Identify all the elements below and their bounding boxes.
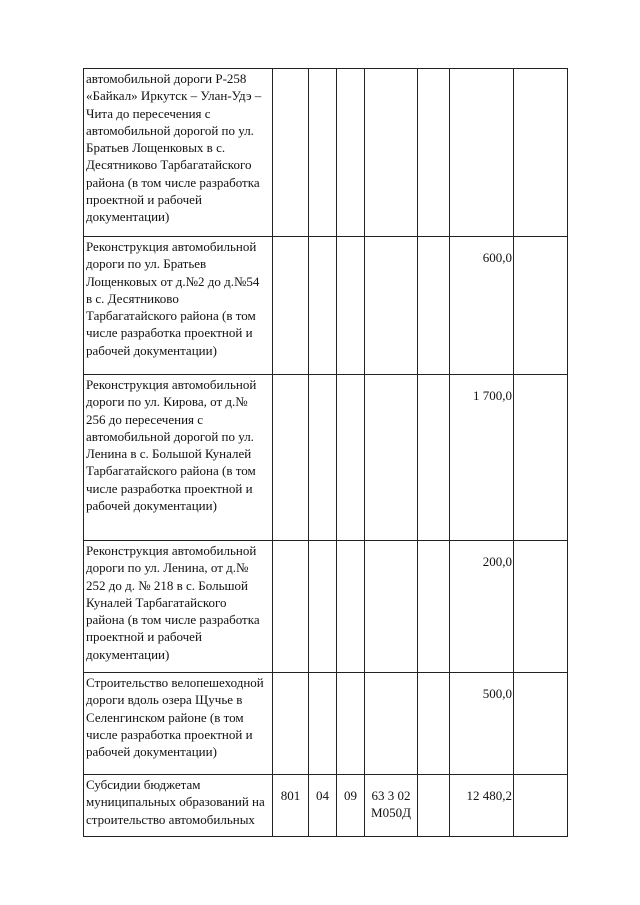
ministry-code-cell: [273, 673, 309, 775]
table-row: [84, 775, 568, 837]
amount-cell: 12 480,2: [450, 775, 514, 837]
extra-amount-cell: [514, 375, 568, 541]
item-name-cell: [84, 673, 273, 775]
item-name-line: Реконструкция автомобильной: [86, 377, 257, 392]
amount-cell: 1 700,0: [450, 375, 514, 541]
target-article-cell: [365, 775, 418, 837]
ministry-code-cell: [273, 69, 309, 237]
item-name-line: дороги по ул. Кирова, от д.№: [86, 394, 248, 410]
item-name-line: района (в том числе разработка: [86, 174, 260, 190]
item-name-line: Реконструкция автомобильной: [86, 543, 257, 558]
amount-cell: 500,0: [450, 673, 514, 775]
ministry-code-cell: [273, 375, 309, 541]
expense-type-cell: [418, 237, 450, 375]
ministry-code-cell: 801: [273, 775, 309, 837]
section-code-cell: 04: [309, 775, 337, 837]
ministry-code-cell: [273, 541, 309, 673]
item-name-line: Куналей Тарбагатайского: [86, 594, 227, 610]
section-code-cell: [309, 375, 337, 541]
item-name-line: Реконструкция автомобильной: [86, 239, 257, 254]
extra-amount-cell: [514, 69, 568, 237]
item-name-line: 256 до пересечения с: [86, 411, 204, 427]
item-name-line: Селенгинском районе (в том: [86, 709, 244, 725]
item-name-line: Десятниково Тарбагатайского: [86, 157, 252, 173]
item-name-line: проектной и рабочей: [86, 192, 202, 208]
item-name-line: Ленина в с. Большой Куналей: [86, 446, 252, 462]
item-name-line: в с. Десятниково: [86, 290, 179, 306]
target-article-cell: [365, 69, 418, 237]
item-name-line: числе разработка проектной и: [86, 325, 253, 341]
table-row: [84, 69, 568, 237]
extra-amount-cell: [514, 237, 568, 375]
item-name-line: рабочей документации): [86, 744, 217, 760]
item-name-line: Чита до пересечения с: [86, 105, 211, 121]
extra-amount-cell: [514, 673, 568, 775]
table-row: [84, 237, 568, 375]
item-name-line: автомобильной дорогой по ул.: [86, 428, 254, 444]
item-name-cell: [84, 775, 273, 837]
target-article-cell: [365, 375, 418, 541]
item-name-line: дороги по ул. Ленина, от д.№: [86, 560, 249, 576]
subsection-code-cell: [337, 69, 365, 237]
target-article-cell: [365, 673, 418, 775]
table-body: [84, 69, 568, 837]
subsection-code-cell: [337, 237, 365, 375]
extra-amount-cell: [514, 541, 568, 673]
subsection-code-cell: [337, 673, 365, 775]
table-row: [84, 673, 568, 775]
expense-type-cell: [418, 541, 450, 673]
item-name-line: документации): [86, 646, 170, 662]
budget-table: [83, 68, 568, 837]
item-name-cell: [84, 375, 273, 541]
item-name-cell: [84, 237, 273, 375]
item-name-line: дороги по ул. Братьев: [86, 256, 207, 272]
expense-type-cell: [418, 69, 450, 237]
expense-type-cell: [418, 775, 450, 837]
item-name-line: «Байкал» Иркутск – Улан-Удэ –: [86, 88, 262, 104]
section-code-cell: [309, 237, 337, 375]
expense-type-cell: [418, 375, 450, 541]
item-name-line: Тарбагатайского района (в том: [86, 308, 256, 324]
amount-cell: 600,0: [450, 237, 514, 375]
item-name-line: Лощенковых от д.№2 до д.№54: [86, 273, 260, 289]
table-row: [84, 375, 568, 541]
expense-type-cell: [418, 673, 450, 775]
item-name-line: рабочей документации): [86, 498, 217, 514]
item-name-line: числе разработка проектной и: [86, 480, 253, 496]
item-name-line: Братьев Лощенковых в с.: [86, 140, 226, 156]
target-article-line: 63 3 02: [371, 788, 411, 803]
subsection-code-cell: [337, 375, 365, 541]
item-name-line: числе разработка проектной и: [86, 726, 253, 742]
target-article-cell: [365, 541, 418, 673]
ministry-code-cell: [273, 237, 309, 375]
amount-cell: 200,0: [450, 541, 514, 673]
item-name-cell: [84, 69, 273, 237]
item-name-cell: [84, 541, 273, 673]
amount-cell: [450, 69, 514, 237]
section-code-cell: [309, 673, 337, 775]
item-name-line: муниципальных образований на: [86, 794, 265, 810]
item-name-line: рабочей документации): [86, 342, 217, 358]
table-row: [84, 541, 568, 673]
item-name-line: Субсидии бюджетам: [86, 777, 201, 792]
item-name-line: документации): [86, 209, 170, 225]
item-name-line: 252 до д. № 218 в с. Большой: [86, 577, 248, 593]
item-name-line: Тарбагатайского района (в том: [86, 463, 256, 479]
item-name-line: Строительство велопешеходной: [86, 675, 264, 690]
item-name-line: района (в том числе разработка: [86, 612, 260, 628]
subsection-code-cell: [337, 541, 365, 673]
extra-amount-cell: [514, 775, 568, 837]
item-name-line: дороги вдоль озера Щучье в: [86, 692, 243, 708]
subsection-code-cell: 09: [337, 775, 365, 837]
item-name-line: проектной и рабочей: [86, 629, 202, 645]
item-name-line: автомобильной дороги Р-258: [86, 71, 247, 86]
item-name-line: автомобильной дорогой по ул.: [86, 122, 254, 138]
section-code-cell: [309, 541, 337, 673]
target-article-line: М050Д: [371, 805, 411, 821]
target-article-cell: [365, 237, 418, 375]
item-name-line: строительство автомобильных: [86, 811, 255, 827]
section-code-cell: [309, 69, 337, 237]
